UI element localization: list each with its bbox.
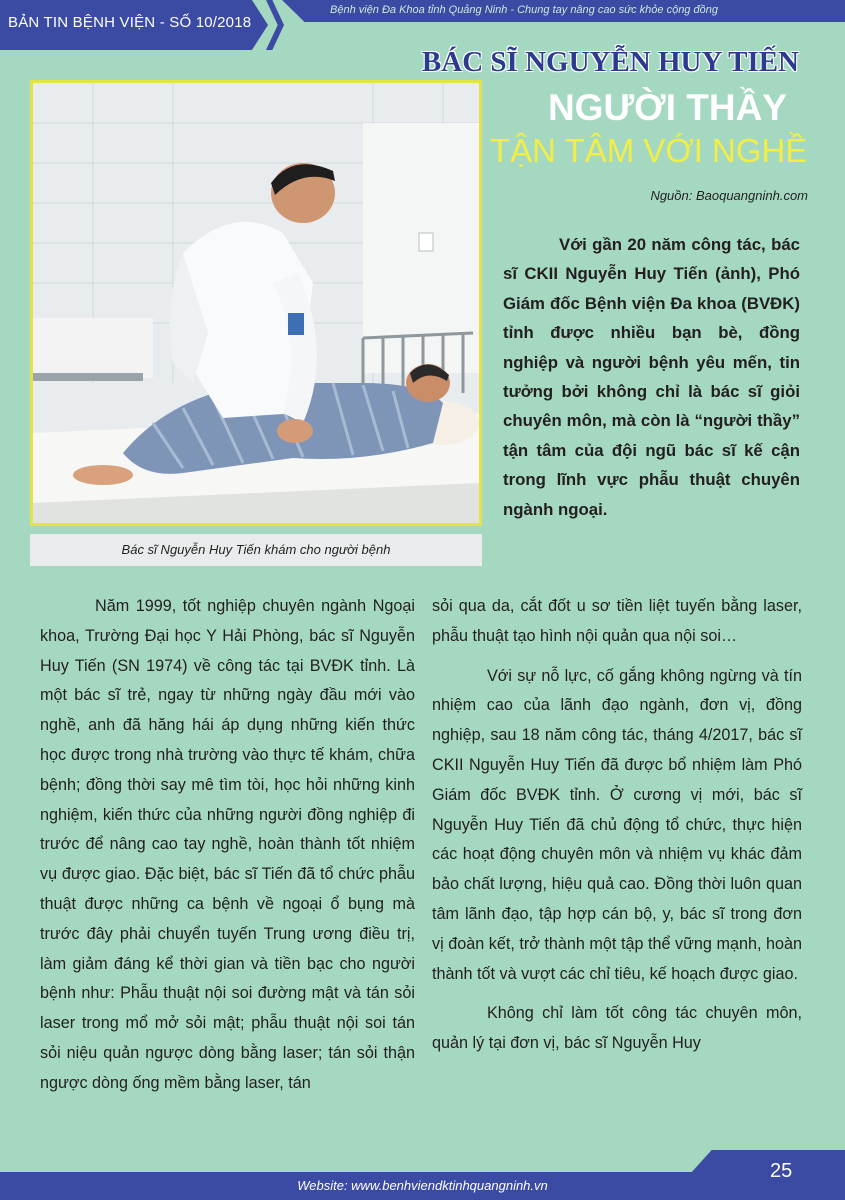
body-paragraph: Không chỉ làm tốt công tác chuyên môn, quản lý tại đơn vị, bác sĩ Nguyễn Huy <box>432 1004 802 1053</box>
doctor-examining-patient-illustration <box>33 83 479 523</box>
article-title-line-1: BÁC SĨ NGUYỄN HUY TIẾN <box>421 46 799 78</box>
page-number: 25 <box>770 1160 793 1182</box>
article-title-line-3: TẬN TÂM VỚI NGHỀ <box>490 132 808 169</box>
article-body-right-column <box>432 592 802 1069</box>
article-source: Nguồn: Baoquangninh.com <box>650 188 808 203</box>
article-body-left-column <box>40 592 415 1109</box>
article-intro <box>503 230 800 524</box>
body-paragraph: Với sự nỗ lực, cố gắng không ngừng và tín nhiệm cao của lãnh đạo ngành, đơn vị, đồng nghiệp, sau 18 năm công tác, tháng 4/2017, bác sĩ CKII Nguyễn Huy Tiến đã được bổ nhiệm làm Phó Giám đốc BVĐK tỉnh. Ở cương vị mới, bác sĩ Nguyễn Huy Tiến đã chủ động tổ chức, thực hiện các hoạt động chuyên môn và nhiệm vụ khác đảm bảo chất lượng, hiệu quả cao. Đồng thời luôn quan tâm lãnh đạo, tập hợp cán bộ, y, bác sĩ trong đơn vị đoàn kết, trở thành một tập thể vững mạnh, hoàn thành tốt và vượt các chỉ tiêu, kế hoạch được giao. <box>432 666 802 983</box>
header-issue-label: BẢN TIN BỆNH VIỆN - SỐ 10/2018 <box>8 14 252 31</box>
photo-caption: Bác sĩ Nguyễn Huy Tiến khám cho người bệnh <box>121 542 391 557</box>
body-paragraph: sỏi qua da, cắt đốt u sơ tiền liệt tuyến bằng laser, phẫu thuật tạo hình nội quản qua nội soi… <box>432 597 802 645</box>
photo-caption-box <box>30 534 482 566</box>
footer-page-tab <box>690 1150 845 1174</box>
article-intro-text: Với gần 20 năm công tác, bác sĩ CKII Nguyễn Huy Tiến (ảnh), Phó Giám đốc Bệnh viện Đa khoa (BVĐK) tỉnh được nhiều bạn bè, đồng nghiệp và người bệnh yêu mến, tin tưởng bởi không chỉ là bác sĩ giỏi chuyên môn, mà còn là “người thầy” tận tâm của đội ngũ bác sĩ kế cận trong lĩnh vực phẫu thuật chuyên ngành ngoại. <box>503 235 800 519</box>
article-title-line-2: NGƯỜI THẦY <box>547 87 787 128</box>
header-slogan: Bệnh viện Đa Khoa tỉnh Quảng Ninh - Chung tay nâng cao sức khỏe cộng đồng <box>330 4 718 16</box>
footer-website: Website: www.benhviendktinhquangninh.vn <box>297 1178 548 1193</box>
header-chevron-decoration <box>266 0 284 50</box>
article-photo <box>30 80 482 526</box>
body-paragraph: Năm 1999, tốt nghiệp chuyên ngành Ngoại khoa, Trường Đại học Y Hải Phòng, bác sĩ Nguyễn Huy Tiến (SN 1974) về công tác tại BVĐK tỉnh. Là một bác sĩ trẻ, ngay từ những ngày đầu mới vào nghề, anh đã hăng hái áp dụng những kiến thức học được trong nhà trường vào thực tế khám, chữa bệnh; đồng thời say mê tìm tòi, học hỏi những kinh nghiệm, kiến thức của những người đồng nghiệp đi trước để nâng cao tay nghề, hoàn thành tốt nhiệm vụ được giao. Đặc biệt, bác sĩ Tiến đã tổ chức phẫu thuật được những ca bệnh về ngoại ổ bụng mà trước đây phải chuyển tuyến Trung ương điều trị, làm giảm đáng kể thời gian và tiền bạc cho người bệnh như: Phẫu thuật nội soi đường mật và tán sỏi laser trong mổ mở sỏi mật; phẫu thuật nội soi tán sỏi niệu quản ngược dòng bằng laser; tán sỏi thận ngược dòng ống mềm bằng laser, tán <box>40 597 415 1092</box>
